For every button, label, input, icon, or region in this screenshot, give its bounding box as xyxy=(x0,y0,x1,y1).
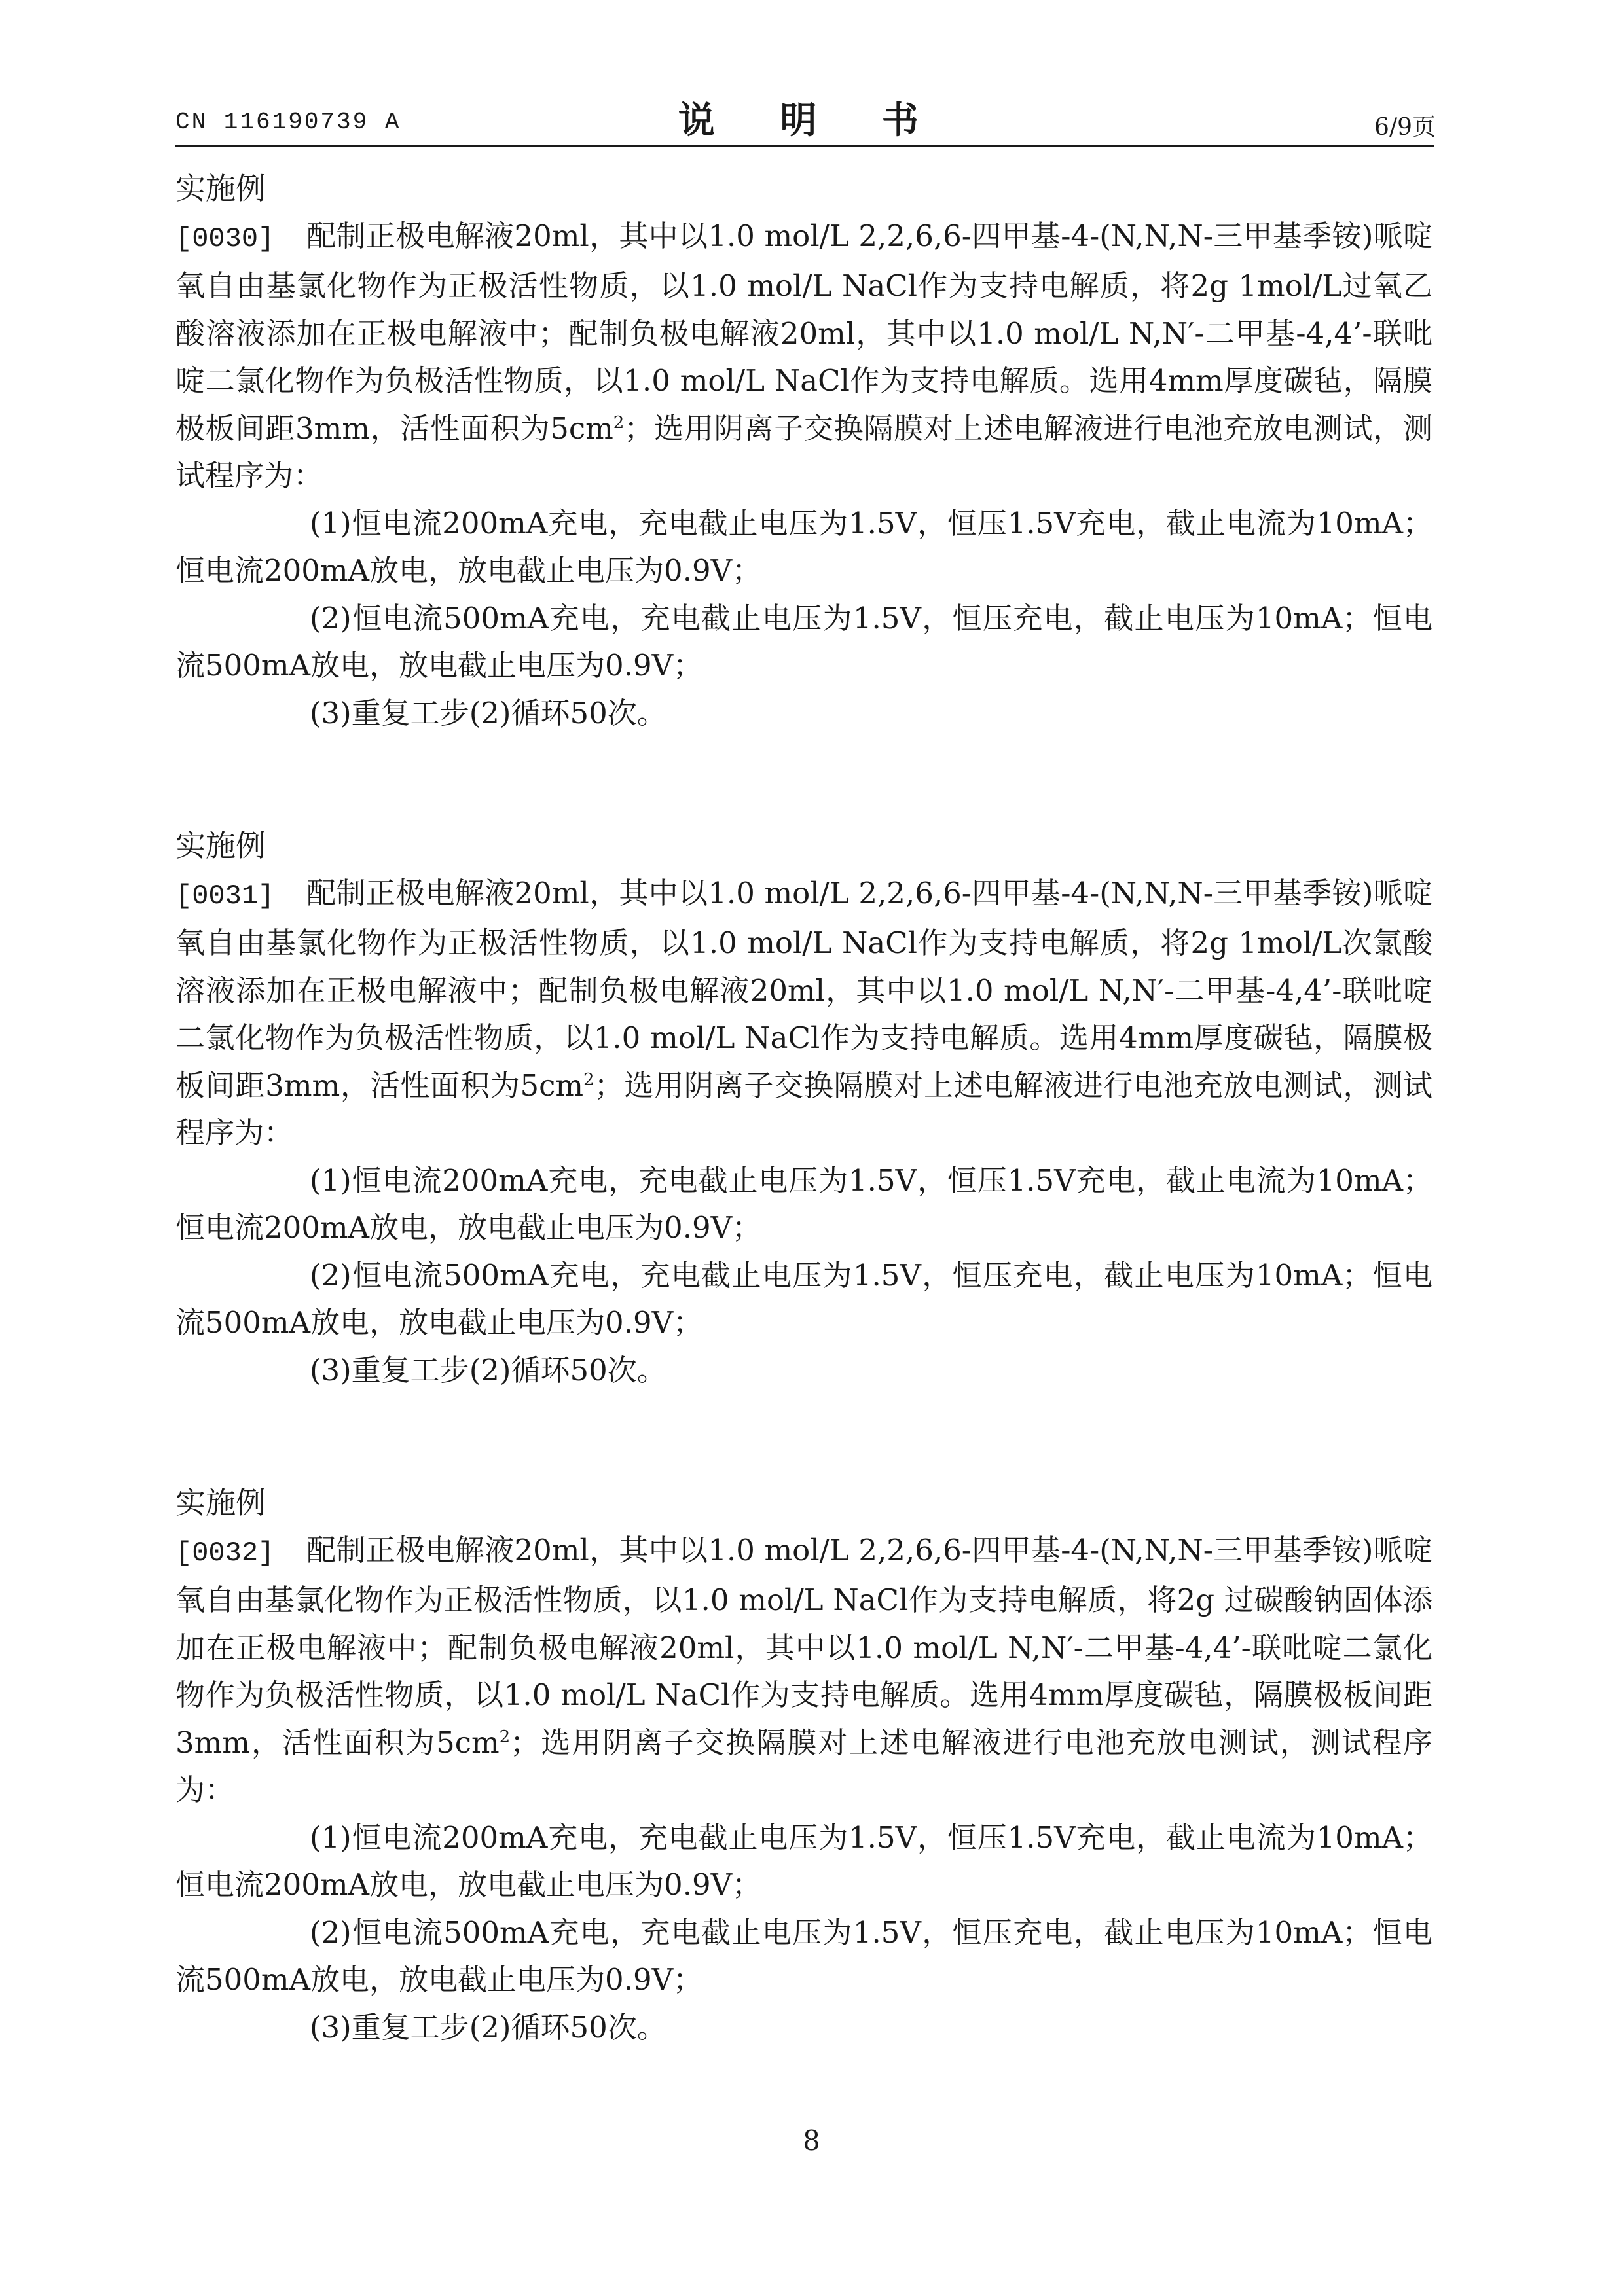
example-section-0032 xyxy=(175,1479,1432,2051)
page-header xyxy=(0,0,1623,157)
section-heading: 实施例 xyxy=(175,171,266,206)
example-section-0031 xyxy=(175,822,1432,1394)
superscript: 2 xyxy=(613,412,625,433)
paragraph-text: 配制正极电解液20ml，其中以1.0 mol/L 2,2,6,6-四甲基-4-(N,N,N-三甲基季铵)哌啶氧自由基氯化物作为正极活性物质，以1.0 mol/L NaCl作为支持电解质，将2g 1mol/L次氯酸溶液添加在正极电解液中；配制负极电解液20ml，其中以1.0 mol/L N,N′-二甲基-4,4’-联吡啶二氯化物作为负极活性物质，以1.0 mol/L NaCl作为支持电解质。选用4mm厚度碳毡，隔膜极板间距3mm，活性面积为5cm xyxy=(175,875,1432,1103)
section-heading: 实施例 xyxy=(175,828,266,863)
test-step: (1)恒电流200mA充电，充电截止电压为1.5V，恒压1.5V充电，截止电流为10mA；恒电流200mA放电，放电截止电压为0.9V； xyxy=(175,505,1432,588)
section-gap xyxy=(175,1394,1432,1479)
paragraph-text-cont: ；选用阴离子交换隔膜对上述电解液进行电池充放电测试，测试程序为： xyxy=(175,1725,1432,1807)
document-number: CN 116190739 A xyxy=(175,109,401,135)
superscript: 2 xyxy=(499,1727,511,1747)
test-step: (2)恒电流500mA充电，充电截止电压为1.5V，恒压充电，截止电压为10mA；恒电流500mA放电，放电截止电压为0.9V； xyxy=(175,1257,1432,1340)
test-step: (3)重复工步(2)循环50次。 xyxy=(310,695,666,730)
superscript: 2 xyxy=(583,1069,594,1090)
page-info: 6/9页 xyxy=(1374,114,1436,141)
paragraph-number: [0032] xyxy=(175,1537,275,1569)
paragraph-text: 配制正极电解液20ml，其中以1.0 mol/L 2,2,6,6-四甲基-4-(N,N,N-三甲基季铵)哌啶氧自由基氯化物作为正极活性物质，以1.0 mol/L NaCl作为支持电解质，将2g 1mol/L过氧乙酸溶液添加在正极电解液中；配制负极电解液20ml，其中以1.0 mol/L N,N′-二甲基-4,4’-联吡啶二氯化物作为负极活性物质，以1.0 mol/L NaCl作为支持电解质。选用4mm厚度碳毡，隔膜极板间距3mm，活性面积为5cm xyxy=(175,218,1432,446)
paragraph-number: [0031] xyxy=(175,880,275,912)
paragraph-text: 配制正极电解液20ml，其中以1.0 mol/L 2,2,6,6-四甲基-4-(N,N,N-三甲基季铵)哌啶氧自由基氯化物作为正极活性物质，以1.0 mol/L NaCl作为支持电解质，将2g 过碳酸钠固体添加在正极电解液中；配制负极电解液20ml，其中以1.0 mol/L N,N′-二甲基-4,4’-联吡啶二氯化物作为负极活性物质，以1.0 mol/L NaCl作为支持电解质。选用4mm厚度碳毡，隔膜极板间距3mm，活性面积为5cm xyxy=(175,1532,1432,1760)
section-heading: 实施例 xyxy=(175,1485,266,1520)
test-step: (1)恒电流200mA充电，充电截止电压为1.5V，恒压1.5V充电，截止电流为10mA；恒电流200mA放电，放电截止电压为0.9V； xyxy=(175,1162,1432,1245)
paragraph-text-cont: ；选用阴离子交换隔膜对上述电解液进行电池充放电测试，测试程序为： xyxy=(175,1067,1432,1150)
document-body xyxy=(175,165,1432,2051)
paragraph-0030 xyxy=(175,213,1432,500)
test-step: (2)恒电流500mA充电，充电截止电压为1.5V，恒压充电，截止电压为10mA；恒电流500mA放电，放电截止电压为0.9V； xyxy=(175,600,1432,683)
paragraph-number: [0030] xyxy=(175,223,275,255)
header-rule xyxy=(175,145,1434,147)
page-number: 8 xyxy=(803,2125,820,2157)
test-step: (2)恒电流500mA充电，充电截止电压为1.5V，恒压充电，截止电压为10mA；恒电流500mA放电，放电截止电压为0.9V； xyxy=(175,1914,1432,1997)
example-section-0030 xyxy=(175,165,1432,737)
test-step: (3)重复工步(2)循环50次。 xyxy=(310,2009,666,2045)
paragraph-0032 xyxy=(175,1527,1432,1814)
section-gap xyxy=(175,737,1432,822)
test-step: (1)恒电流200mA充电，充电截止电压为1.5V，恒压1.5V充电，截止电流为10mA；恒电流200mA放电，放电截止电压为0.9V； xyxy=(175,1820,1432,1902)
test-step: (3)重复工步(2)循环50次。 xyxy=(310,1352,666,1388)
document-title: 说 明 书 xyxy=(678,99,945,142)
paragraph-text-cont: ；选用阴离子交换隔膜对上述电解液进行电池充放电测试，测试程序为： xyxy=(175,410,1432,493)
paragraph-0031 xyxy=(175,870,1432,1157)
